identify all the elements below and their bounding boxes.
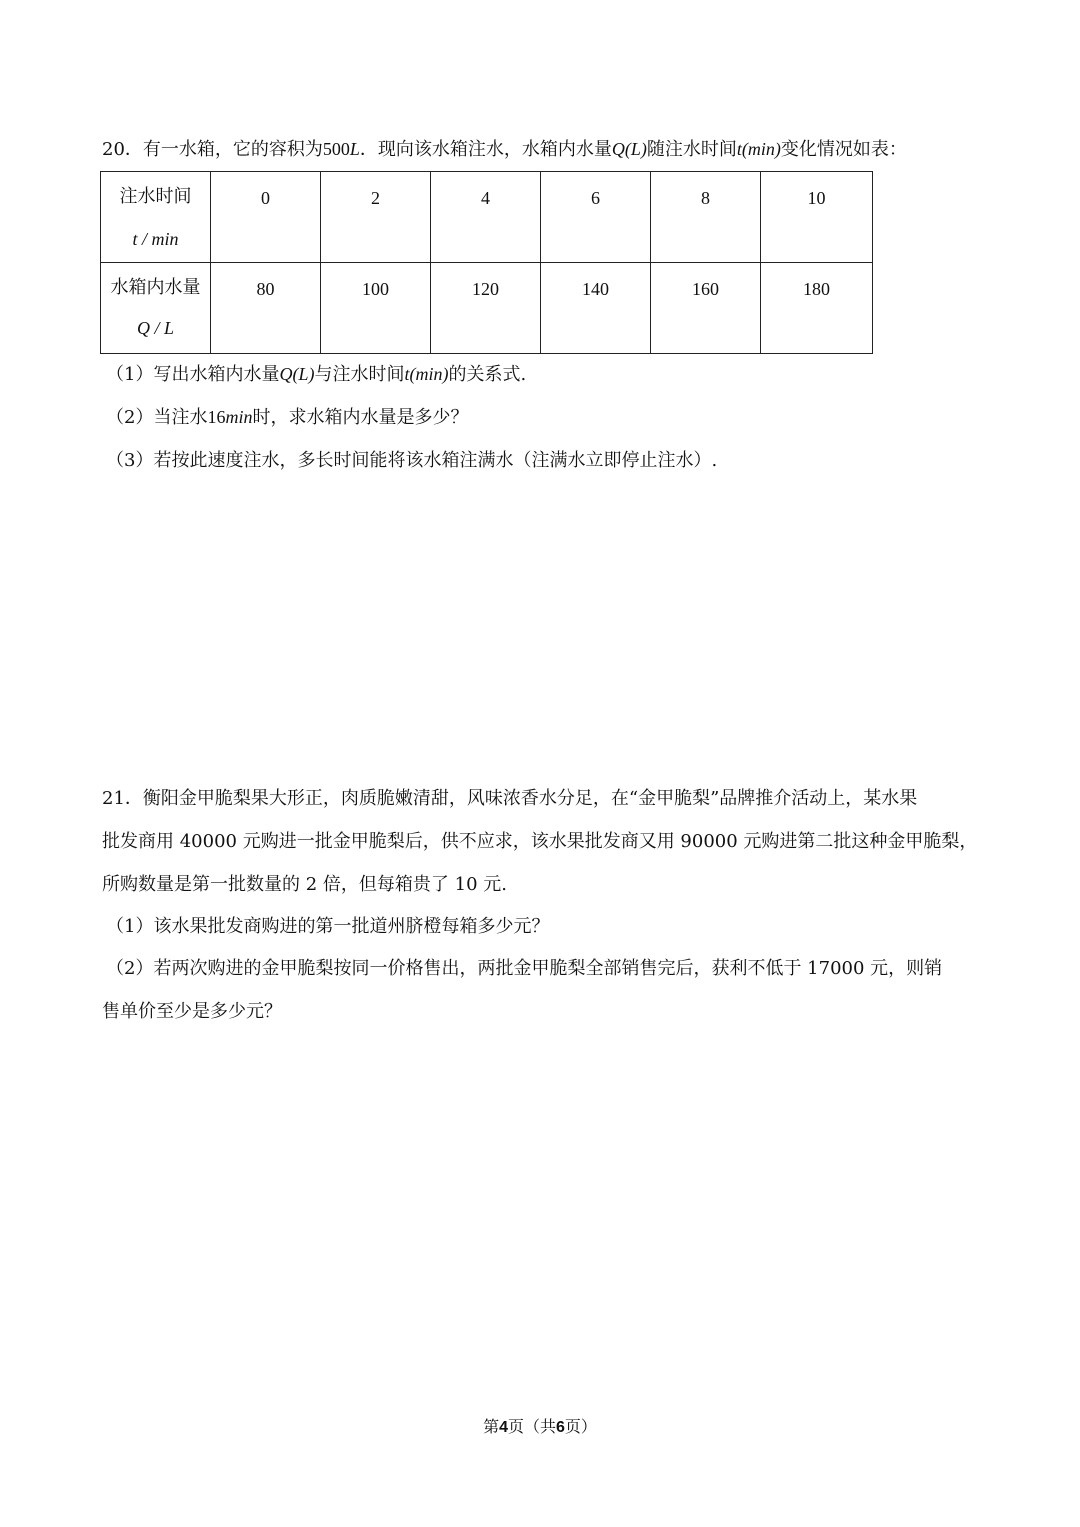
q20-t-variable: t(min) xyxy=(736,139,781,159)
q20-stem-text-2: ．现向该水箱注水，水箱内水量 xyxy=(359,139,612,160)
table-cell-time-value: 6 xyxy=(591,188,600,208)
q20-capacity-unit: L xyxy=(349,139,360,159)
table-cell-water xyxy=(761,263,873,354)
table-cell-water-value: 120 xyxy=(472,279,499,299)
footer-text-2: 页（共 xyxy=(507,1417,556,1436)
table-header-time xyxy=(101,172,211,263)
q21-subquestion-2-line-1: （2）若两次购进的金甲脆梨按同一价格售出，两批金甲脆梨全部销售完后，获利不低于 17000 元，则销 xyxy=(106,958,943,979)
table-cell-water xyxy=(431,263,541,354)
table-header-water-unit: Q / L xyxy=(136,318,174,338)
table-cell-time-value: 4 xyxy=(481,188,490,208)
q21-stem-line-2: 批发商用 40000 元购进一批金甲脆梨后，供不应求，该水果批发商又用 90000 元购进第二批这种金甲脆梨， xyxy=(102,831,978,852)
q20-stem-text-4: 变化情况如表： xyxy=(780,139,907,160)
table-cell-water-value: 80 xyxy=(256,279,275,299)
table-header-time-unit: t / min xyxy=(132,229,179,249)
q20-stem-text-3: 随注水时间 xyxy=(646,139,737,160)
table-header-water-label: 水箱内水量 xyxy=(110,277,201,298)
table-row-time xyxy=(101,172,873,263)
table-cell-water xyxy=(651,263,761,354)
table-cell-water xyxy=(541,263,651,354)
table-cell-water-value: 100 xyxy=(362,279,389,299)
table-cell-water xyxy=(321,263,431,354)
table-cell-time-value: 2 xyxy=(371,188,380,208)
q21-stem-line-3: 所购数量是第一批数量的 2 倍，但每箱贵了 10 元. xyxy=(102,874,507,895)
q20-subquestion-1 xyxy=(106,362,526,387)
q20-q-variable: Q(L) xyxy=(611,139,647,159)
table-cell-time xyxy=(321,172,431,263)
footer-total-pages: 6 xyxy=(556,1419,565,1436)
q20-sub2-text-2: 时，求水箱内水量是多少？ xyxy=(252,407,469,428)
table-cell-water-value: 160 xyxy=(692,279,719,299)
q20-sub1-text-1: （1）写出水箱内水量 xyxy=(106,364,280,385)
footer-text-3: 页） xyxy=(564,1417,597,1436)
q20-stem-text-1: 20．有一水箱，它的容积为 xyxy=(102,139,323,160)
table-cell-water xyxy=(211,263,321,354)
table-cell-time-value: 0 xyxy=(261,188,270,208)
q21-stem-line-1: 21．衡阳金甲脆梨果大形正，肉质脆嫩清甜，风味浓香水分足，在“金甲脆梨”品牌推介活动上，某水果 xyxy=(102,788,918,809)
q20-stem xyxy=(102,137,907,162)
table-cell-time xyxy=(431,172,541,263)
q20-sub1-q-variable: Q(L) xyxy=(279,364,315,384)
q20-data-table xyxy=(100,171,872,353)
footer-page-number: 4 xyxy=(499,1419,508,1436)
q20-sub1-text-3: 的关系式. xyxy=(448,364,527,385)
table-cell-water-value: 180 xyxy=(803,279,830,299)
table-cell-time-value: 8 xyxy=(701,188,710,208)
q20-capacity-value: 500 xyxy=(322,139,350,159)
q20-sub1-t-variable: t(min) xyxy=(404,364,449,384)
table-header-water xyxy=(101,263,211,354)
q20-sub2-text-1: （2）当注水 xyxy=(106,407,208,428)
table-cell-time xyxy=(761,172,873,263)
q20-subquestion-3: （3）若按此速度注水，多长时间能将该水箱注满水（注满水立即停止注水）. xyxy=(106,450,718,471)
q20-sub2-value: 16 xyxy=(207,407,226,427)
table-row-water xyxy=(101,263,873,354)
q20-sub2-unit: min xyxy=(225,407,253,427)
table-cell-water-value: 140 xyxy=(582,279,609,299)
page-footer xyxy=(0,1416,1080,1439)
table-cell-time-value: 10 xyxy=(807,188,826,208)
q20-sub1-text-2: 与注水时间 xyxy=(314,364,405,385)
table-cell-time xyxy=(651,172,761,263)
table-header-time-label: 注水时间 xyxy=(119,186,192,207)
table-cell-time xyxy=(211,172,321,263)
table-cell-time xyxy=(541,172,651,263)
q21-subquestion-2-line-2: 售单价至少是多少元？ xyxy=(102,1001,282,1022)
q21-subquestion-1: （1）该水果批发商购进的第一批道州脐橙每箱多少元？ xyxy=(106,916,550,937)
q20-subquestion-2 xyxy=(106,405,468,430)
footer-text-1: 第 xyxy=(483,1417,500,1436)
